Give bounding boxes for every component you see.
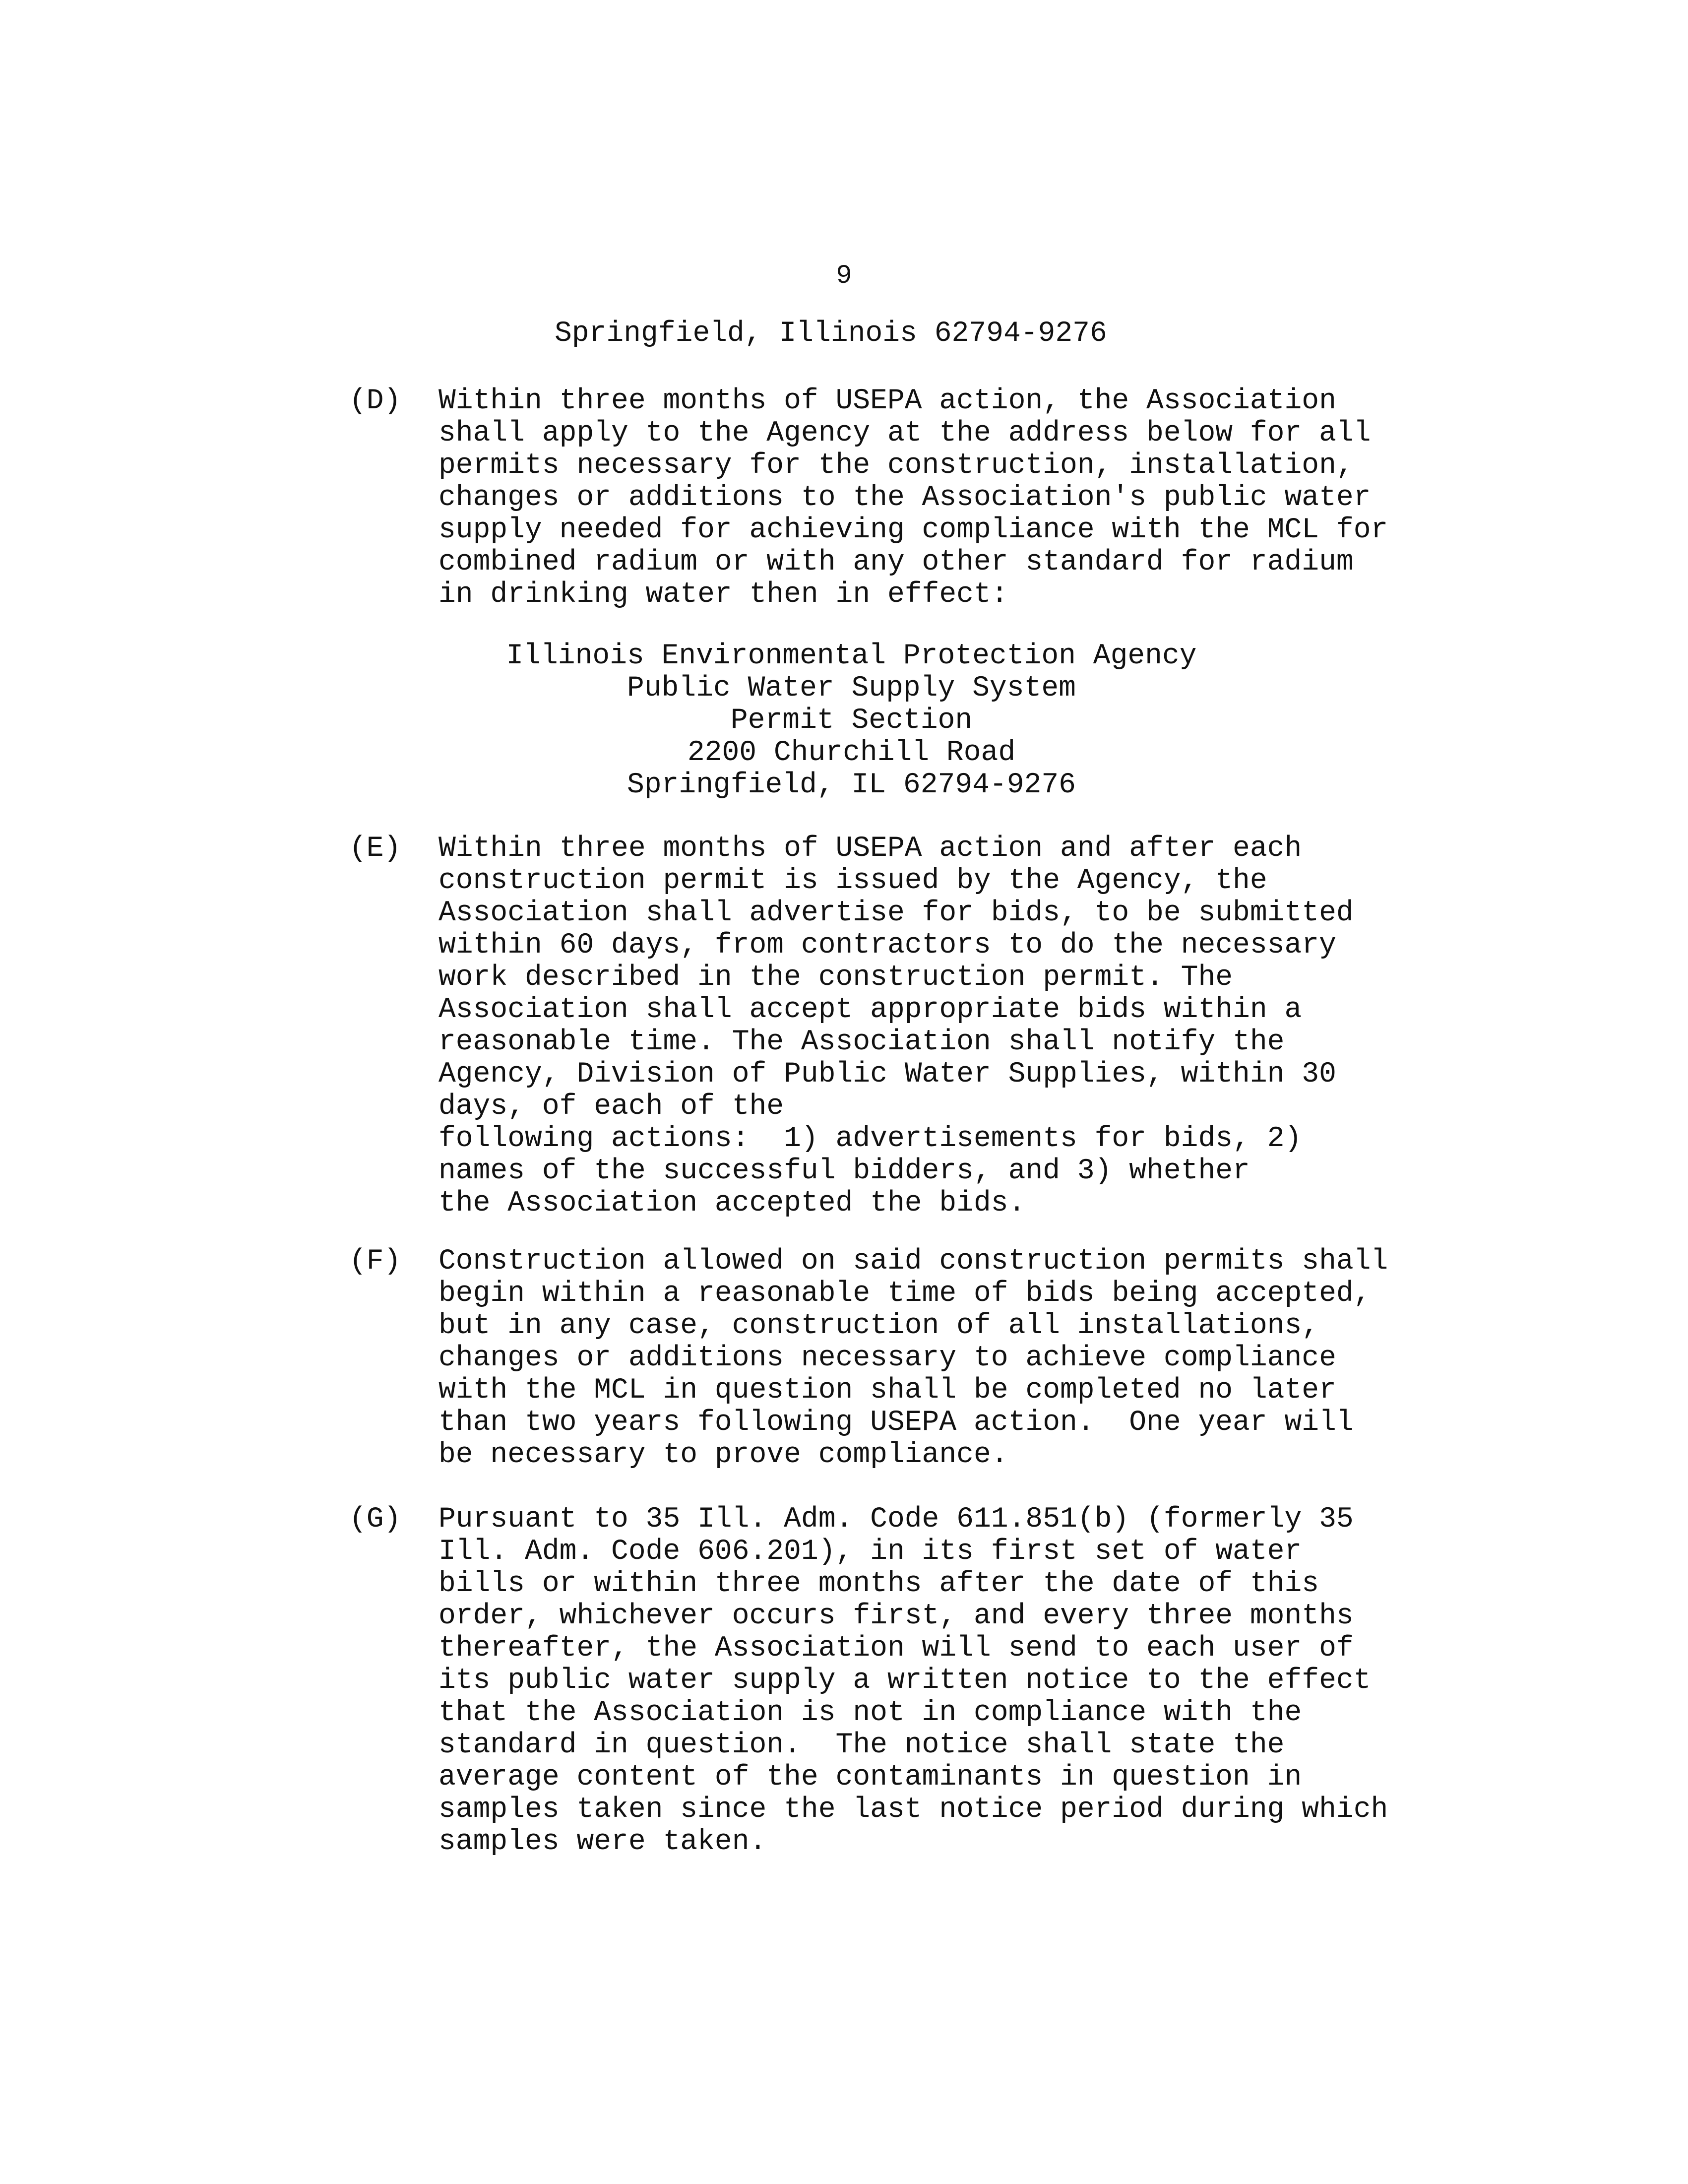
- paragraph-line: average content of the contaminants in question in: [438, 1761, 1302, 1794]
- paragraph-line: Construction allowed on said construction permits shall: [438, 1245, 1388, 1278]
- paragraph-line: days, of each of the: [438, 1091, 784, 1123]
- paragraph-line: changes or additions to the Association's public water: [438, 482, 1371, 514]
- paragraph-line: in drinking water then in effect:: [438, 578, 1008, 611]
- paragraph-line: with the MCL in question shall be completed no later: [438, 1374, 1336, 1407]
- paragraph-line: order, whichever occurs first, and every three months: [438, 1600, 1354, 1632]
- paragraph-line: Agency, Division of Public Water Supplies, within 30: [438, 1058, 1336, 1091]
- paragraph-line: names of the successful bidders, and 3) whether: [438, 1155, 1250, 1187]
- address-line: Springfield, IL 62794-9276: [627, 769, 1076, 801]
- paragraph-line: bills or within three months after the date of this: [438, 1568, 1319, 1600]
- paragraph-line: Ill. Adm. Code 606.201), in its first set of water: [438, 1536, 1302, 1568]
- paragraph-line: permits necessary for the construction, installation,: [438, 450, 1354, 482]
- paragraph-label: (D): [349, 385, 401, 417]
- page-number: 9: [836, 261, 852, 291]
- paragraph-line: supply needed for achieving compliance with the MCL for: [438, 514, 1388, 546]
- address-continuation-line: Springfield, Illinois 62794-9276: [555, 318, 1107, 350]
- paragraph-line: but in any case, construction of all installations,: [438, 1310, 1319, 1342]
- paragraph-line: work described in the construction permit. The: [438, 962, 1233, 994]
- paragraph-line: be necessary to prove compliance.: [438, 1439, 1008, 1471]
- paragraph-line: than two years following USEPA action. One year will: [438, 1407, 1354, 1439]
- address-line: Permit Section: [730, 705, 973, 737]
- address-line: 2200 Churchill Road: [687, 737, 1016, 769]
- paragraph-label: (G): [349, 1503, 401, 1536]
- paragraph-line: thereafter, the Association will send to each user of: [438, 1632, 1354, 1665]
- address-line: Public Water Supply System: [627, 672, 1076, 705]
- paragraph-line: the Association accepted the bids.: [438, 1187, 1026, 1220]
- paragraph-label: (F): [349, 1245, 401, 1278]
- paragraph-line: combined radium or with any other standard for radium: [438, 546, 1354, 578]
- paragraph-line: changes or additions necessary to achieve compliance: [438, 1342, 1336, 1374]
- agency-address-block: [0, 640, 1688, 801]
- paragraph-line: within 60 days, from contractors to do the necessary: [438, 929, 1336, 962]
- paragraph-line: following actions: 1) advertisements for bids, 2): [438, 1123, 1302, 1155]
- paragraph-line: begin within a reasonable time of bids being accepted,: [438, 1278, 1371, 1310]
- paragraph-line: Within three months of USEPA action, the Association: [438, 385, 1336, 417]
- paragraph-line: shall apply to the Agency at the address below for all: [438, 417, 1371, 450]
- address-line: Illinois Environmental Protection Agency: [506, 640, 1197, 672]
- paragraph-line: Association shall advertise for bids, to be submitted: [438, 897, 1354, 929]
- paragraph-line: standard in question. The notice shall state the: [438, 1729, 1285, 1761]
- paragraph-line: its public water supply a written notice to the effect: [438, 1665, 1371, 1697]
- paragraph-line: that the Association is not in compliance with the: [438, 1697, 1302, 1729]
- paragraph-line: construction permit is issued by the Agency, the: [438, 865, 1267, 897]
- paragraph-line: Within three months of USEPA action and after each: [438, 833, 1302, 865]
- paragraph-line: reasonable time. The Association shall notify the: [438, 1026, 1285, 1058]
- paragraph-line: samples taken since the last notice period during which: [438, 1794, 1388, 1826]
- paragraph-label: (E): [349, 833, 401, 865]
- paragraph-line: Pursuant to 35 Ill. Adm. Code 611.851(b) (formerly 35: [438, 1503, 1354, 1536]
- paragraph-line: Association shall accept appropriate bids within a: [438, 994, 1302, 1026]
- paragraph-line: samples were taken.: [438, 1826, 767, 1858]
